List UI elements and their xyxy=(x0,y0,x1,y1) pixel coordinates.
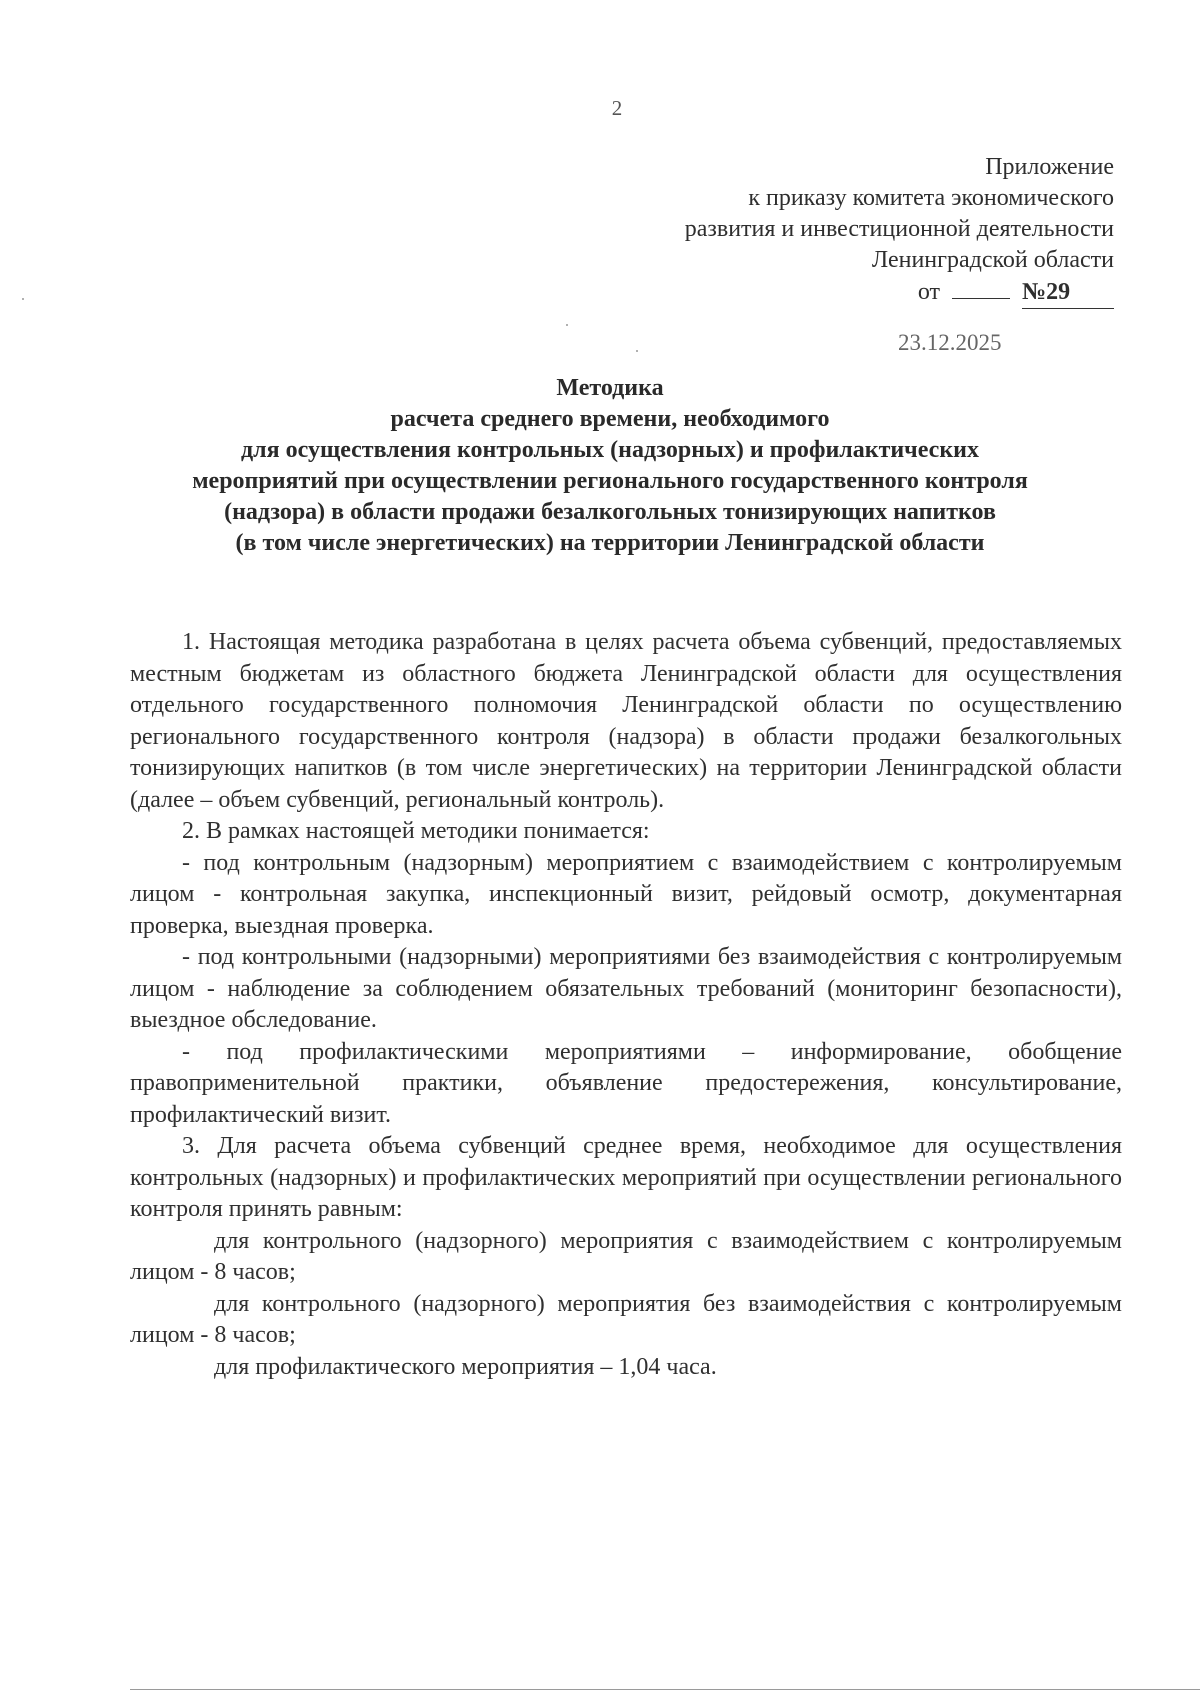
approval-from-label: от xyxy=(917,279,940,305)
approval-block xyxy=(554,152,1114,309)
title-line: (надзора) в области продажи безалкогольных тонизирующих напитков xyxy=(224,499,996,525)
title-line: мероприятий при осуществлении регионального государственного контроля xyxy=(192,468,1028,494)
paragraph-3-item-b: для контрольного (надзорного) мероприятия без взаимодействия с контролируемым лицом - 8 часов; xyxy=(130,1290,1122,1348)
approval-order-line: к приказу комитета экономического xyxy=(748,185,1114,211)
scan-edge-line xyxy=(130,1689,1200,1690)
paragraph-2-item-a: - под контрольным (надзорным) мероприятием с взаимодействием с контролируемым лицом - контрольная закупка, инспекционный визит, рейдовый осмотр, документарная проверка, выездная проверка. xyxy=(130,849,1122,939)
page-number: 2 xyxy=(611,96,623,120)
approval-region-line: Ленинградской области xyxy=(871,247,1114,273)
date-blank xyxy=(952,276,1010,299)
paragraph-3: 3. Для расчета объема субвенций среднее время, необходимое для осуществления контрольных (надзорных) и профилактических мероприятий при осуществлении регионального контроля принять равным: xyxy=(130,1133,1122,1222)
title-main: Методика xyxy=(556,375,664,401)
approval-number: №29 xyxy=(1022,277,1114,309)
paragraph-1: 1. Настоящая методика разработана в целях расчета объема субвенций, предоставляемых местным бюджетам из областного бюджета Ленинградской области для осуществления отдельного государственного полномочия Ленинградской области по осуществлению регионального государственного контроля (надзора) в области продажи безалкогольных тонизирующих напитков (в том числе энергетических) на территории Ленинградской области (далее – объем субвенций, региональный контроль). xyxy=(130,629,1122,813)
scan-speck xyxy=(566,324,568,326)
approval-committee-line: развития и инвестиционной деятельности xyxy=(684,216,1114,242)
document-body xyxy=(130,627,1122,1383)
paragraph-3-item-c: для профилактического мероприятия – 1,04 часа. xyxy=(214,1353,717,1380)
approval-date: 23.12.2025 xyxy=(898,330,1002,355)
paragraph-2: 2. В рамках настоящей методики понимается: xyxy=(182,818,650,844)
paragraph-3-item-a: для контрольного (надзорного) мероприятия с взаимодействием с контролируемым лицом - 8 часов; xyxy=(130,1227,1122,1285)
document-title xyxy=(110,373,1110,559)
approval-heading: Приложение xyxy=(985,154,1114,180)
title-line: расчета среднего времени, необходимого xyxy=(390,406,830,432)
scan-speck xyxy=(22,298,24,300)
approval-from-line xyxy=(554,276,1114,309)
paragraph-2-item-b: - под контрольными (надзорными) мероприятиями без взаимодействия с контролируемым лицом - наблюдение за соблюдением обязательных требований (мониторинг безопасности), выездное обследование. xyxy=(130,944,1122,1033)
scan-speck xyxy=(636,350,638,352)
title-line: для осуществления контрольных (надзорных) и профилактических xyxy=(241,437,979,463)
paragraph-2-item-c: - под профилактическими мероприятиями – информирование, обобщение правоприменительной практики, объявление предостережения, консультирование, профилактический визит. xyxy=(130,1038,1122,1128)
title-line: (в том числе энергетических) на территории Ленинградской области xyxy=(235,530,985,556)
